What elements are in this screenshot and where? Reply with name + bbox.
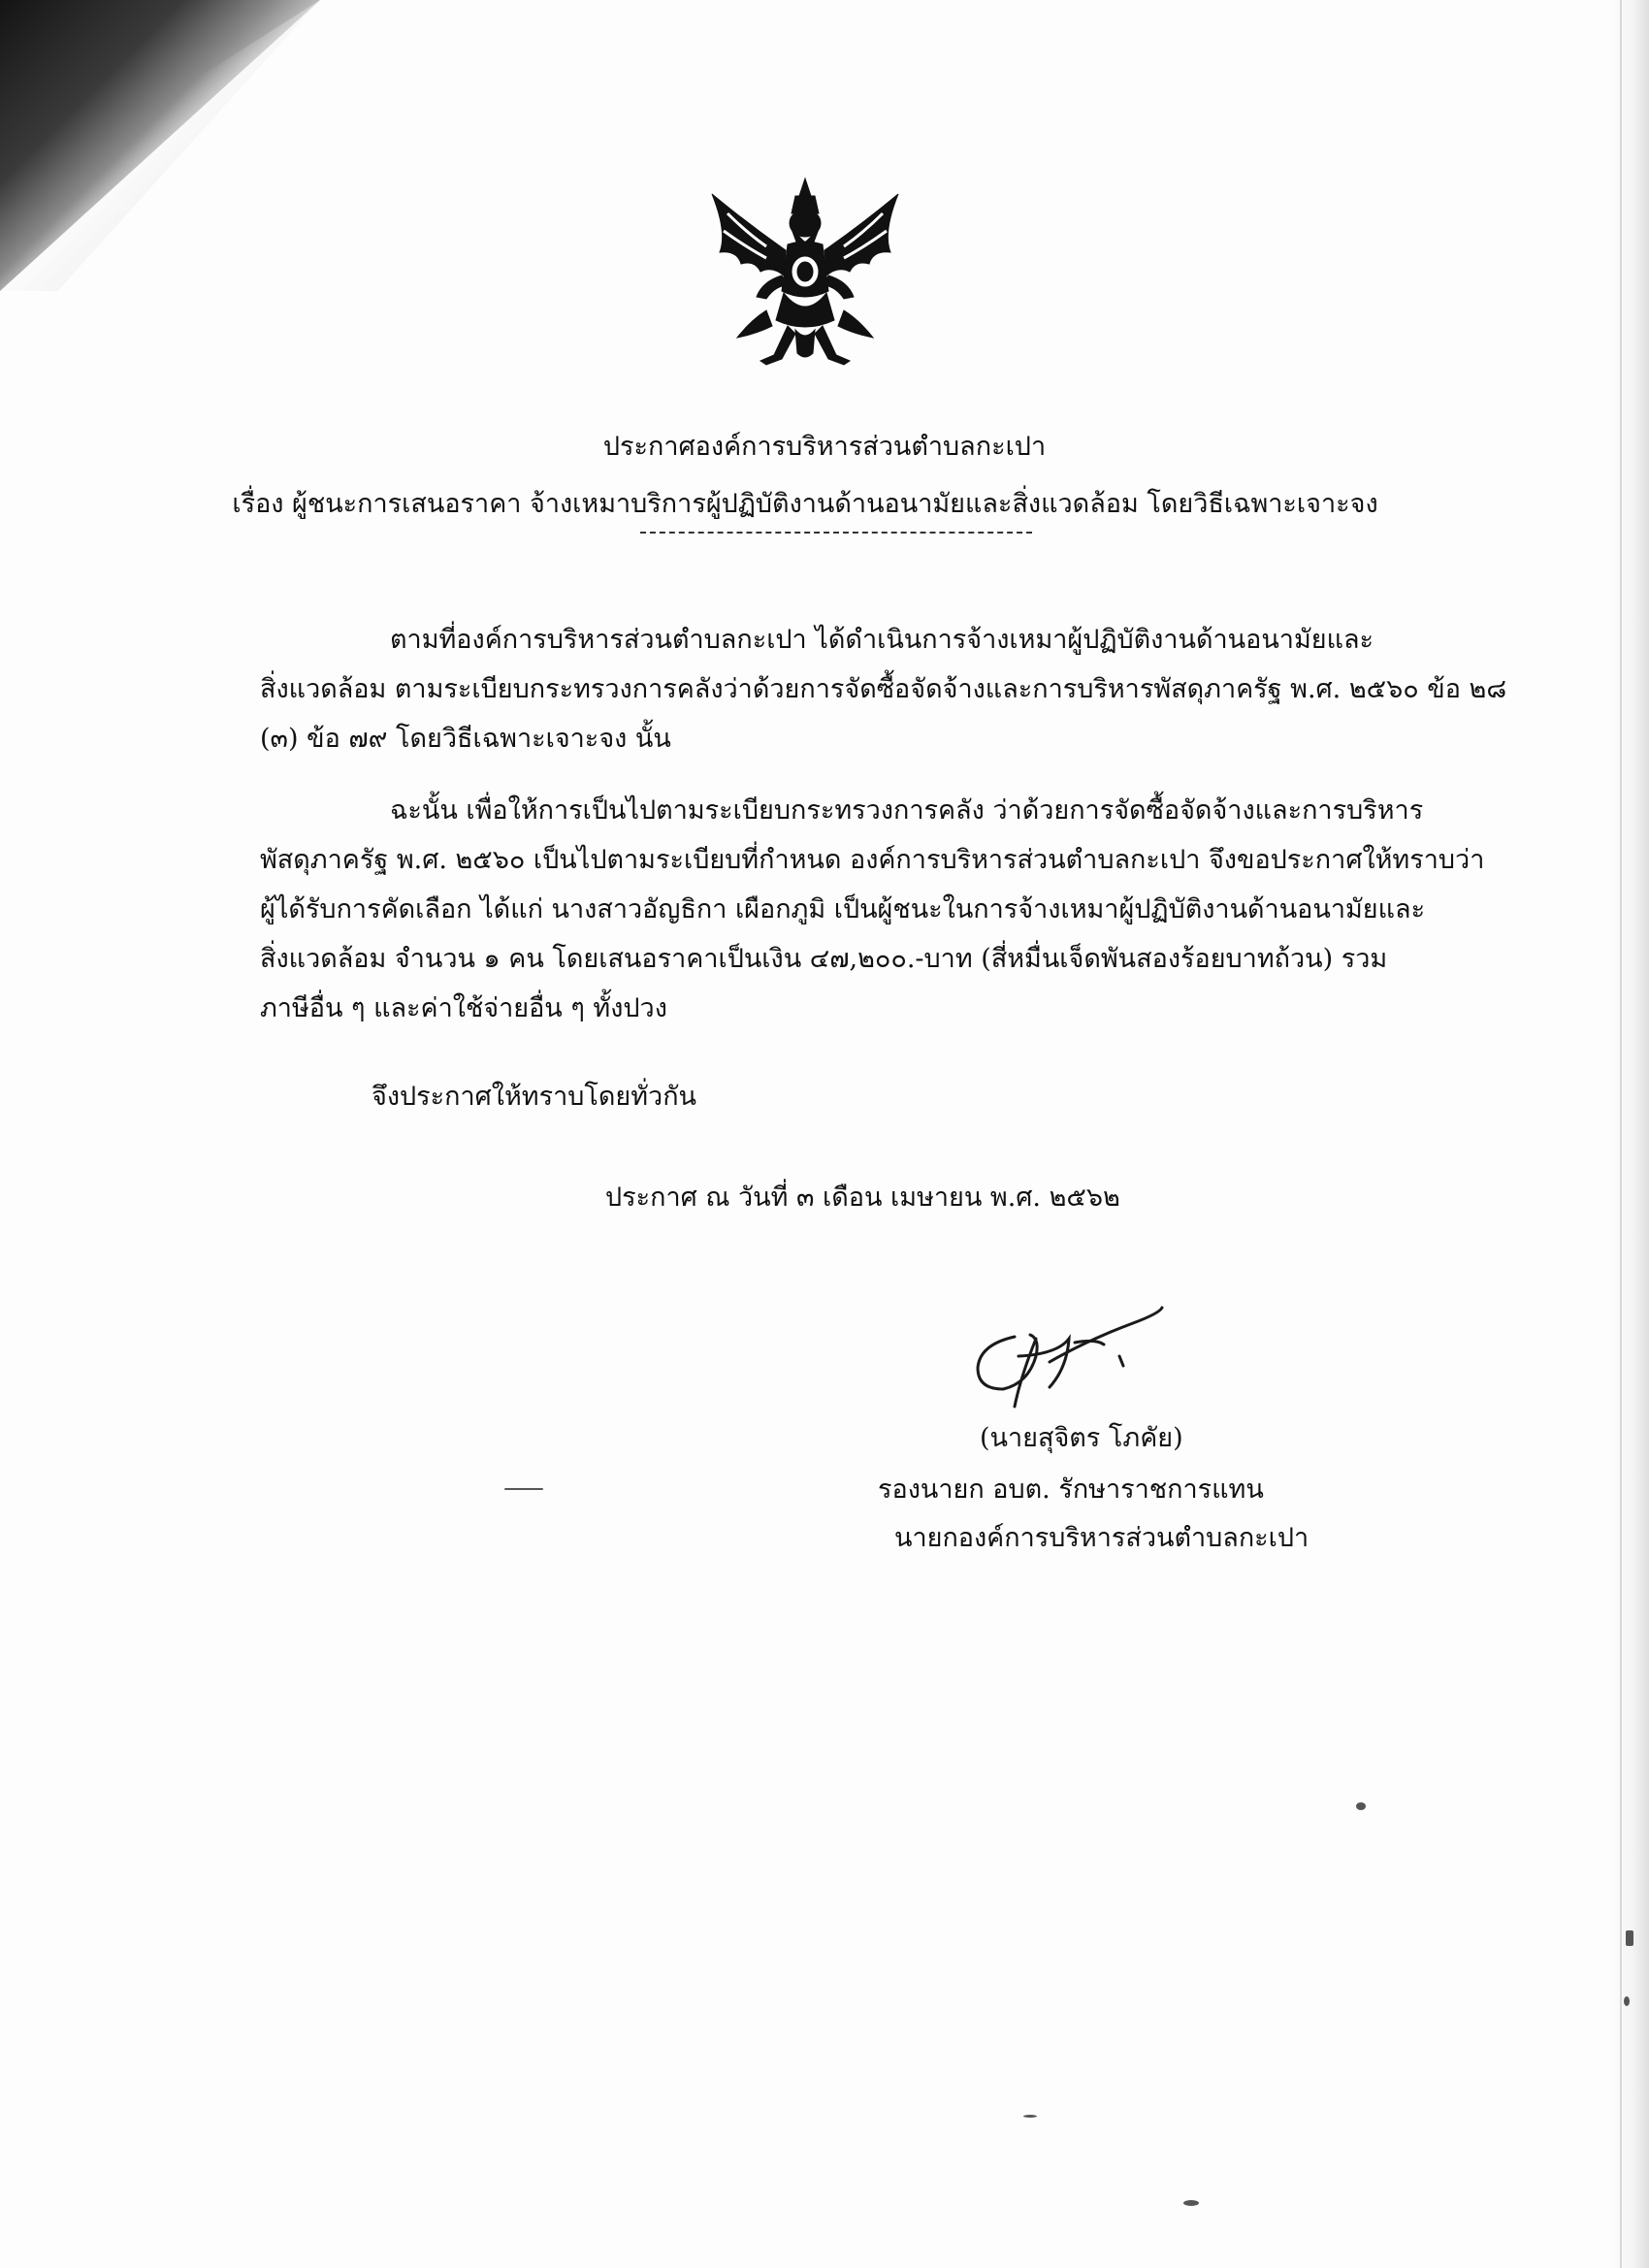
para1-line-1: ตามที่องค์การบริหารส่วนตำบลกะเปา ได้ดำเนินการจ้างเหมาผู้ปฏิบัติงานด้านอนามัยและ <box>390 625 1374 655</box>
speck <box>1356 1802 1366 1810</box>
closing-statement: จึงประกาศให้ทราบโดยทั่วกัน <box>372 1082 696 1112</box>
speck <box>1624 1996 1630 2006</box>
scan-edge-line <box>1620 0 1622 2268</box>
para2-line-4: สิ่งแวดล้อม จำนวน ๑ คน โดยเสนอราคาเป็นเงิน ๔๗,๒๐๐.-บาท (สี่หมื่นเจ็ดพันสองร้อยบาทถ้วน) รวม <box>260 944 1388 974</box>
signatory-name: (นายสุจิตร โภคัย) <box>980 1423 1183 1453</box>
speck <box>1183 2200 1199 2206</box>
para1-line-3: (๓) ข้อ ๗๙ โดยวิธีเฉพาะเจาะจง นั้น <box>260 724 671 754</box>
announcement-title: ประกาศองค์การบริหารส่วนตำบลกะเปา <box>602 432 1047 462</box>
para2-line-2: พัสดุภาครัฐ พ.ศ. ๒๕๖๐ เป็นไปตามระเบียบที่กำหนด องค์การบริหารส่วนตำบลกะเปา จึงขอประกาศให้ทราบว่า <box>260 845 1485 875</box>
announcement-date: ประกาศ ณ วันที่ ๓ เดือน เมษายน พ.ศ. ๒๕๖๒ <box>605 1183 1120 1213</box>
para1-line-2: สิ่งแวดล้อม ตามระเบียบกระทรวงการคลังว่าด้วยการจัดซื้อจัดจ้างและการบริหารพัสดุภาครัฐ พ.ศ. ๒๕๖๐ ข้อ ๒๘ <box>260 674 1507 704</box>
signatory-position-1: รองนายก อบต. รักษาราชการแทน <box>878 1474 1264 1505</box>
announcement-subject: เรื่อง ผู้ชนะการเสนอราคา จ้างเหมาบริการผู้ปฏิบัติงานด้านอนามัยและสิ่งแวดล้อม โดยวิธีเฉพาะเจาะจง <box>232 489 1378 519</box>
handwritten-signature <box>960 1300 1183 1426</box>
garuda-emblem <box>698 175 912 369</box>
para2-line-3: ผู้ได้รับการคัดเลือก ได้แก่ นางสาวอัญธิกา เผือกภูมิ เป็นผู้ชนะในการจ้างเหมาผู้ปฏิบัติงานด้านอนามัยและ <box>260 894 1426 924</box>
speck <box>1023 2115 1037 2118</box>
speck <box>504 1488 543 1490</box>
speck <box>1626 1930 1633 1946</box>
para2-line-5: ภาษีอื่น ๆ และค่าใช้จ่ายอื่น ๆ ทั้งปวง <box>260 993 667 1023</box>
para2-line-1: ฉะนั้น เพื่อให้การเป็นไปตามระเบียบกระทรวงการคลัง ว่าด้วยการจัดซื้อจัดจ้างและการบริหาร <box>390 795 1424 826</box>
title-divider <box>640 532 1032 534</box>
scan-right-edge <box>1610 0 1649 2268</box>
signatory-position-2: นายกองค์การบริหารส่วนตำบลกะเปา <box>894 1523 1310 1553</box>
